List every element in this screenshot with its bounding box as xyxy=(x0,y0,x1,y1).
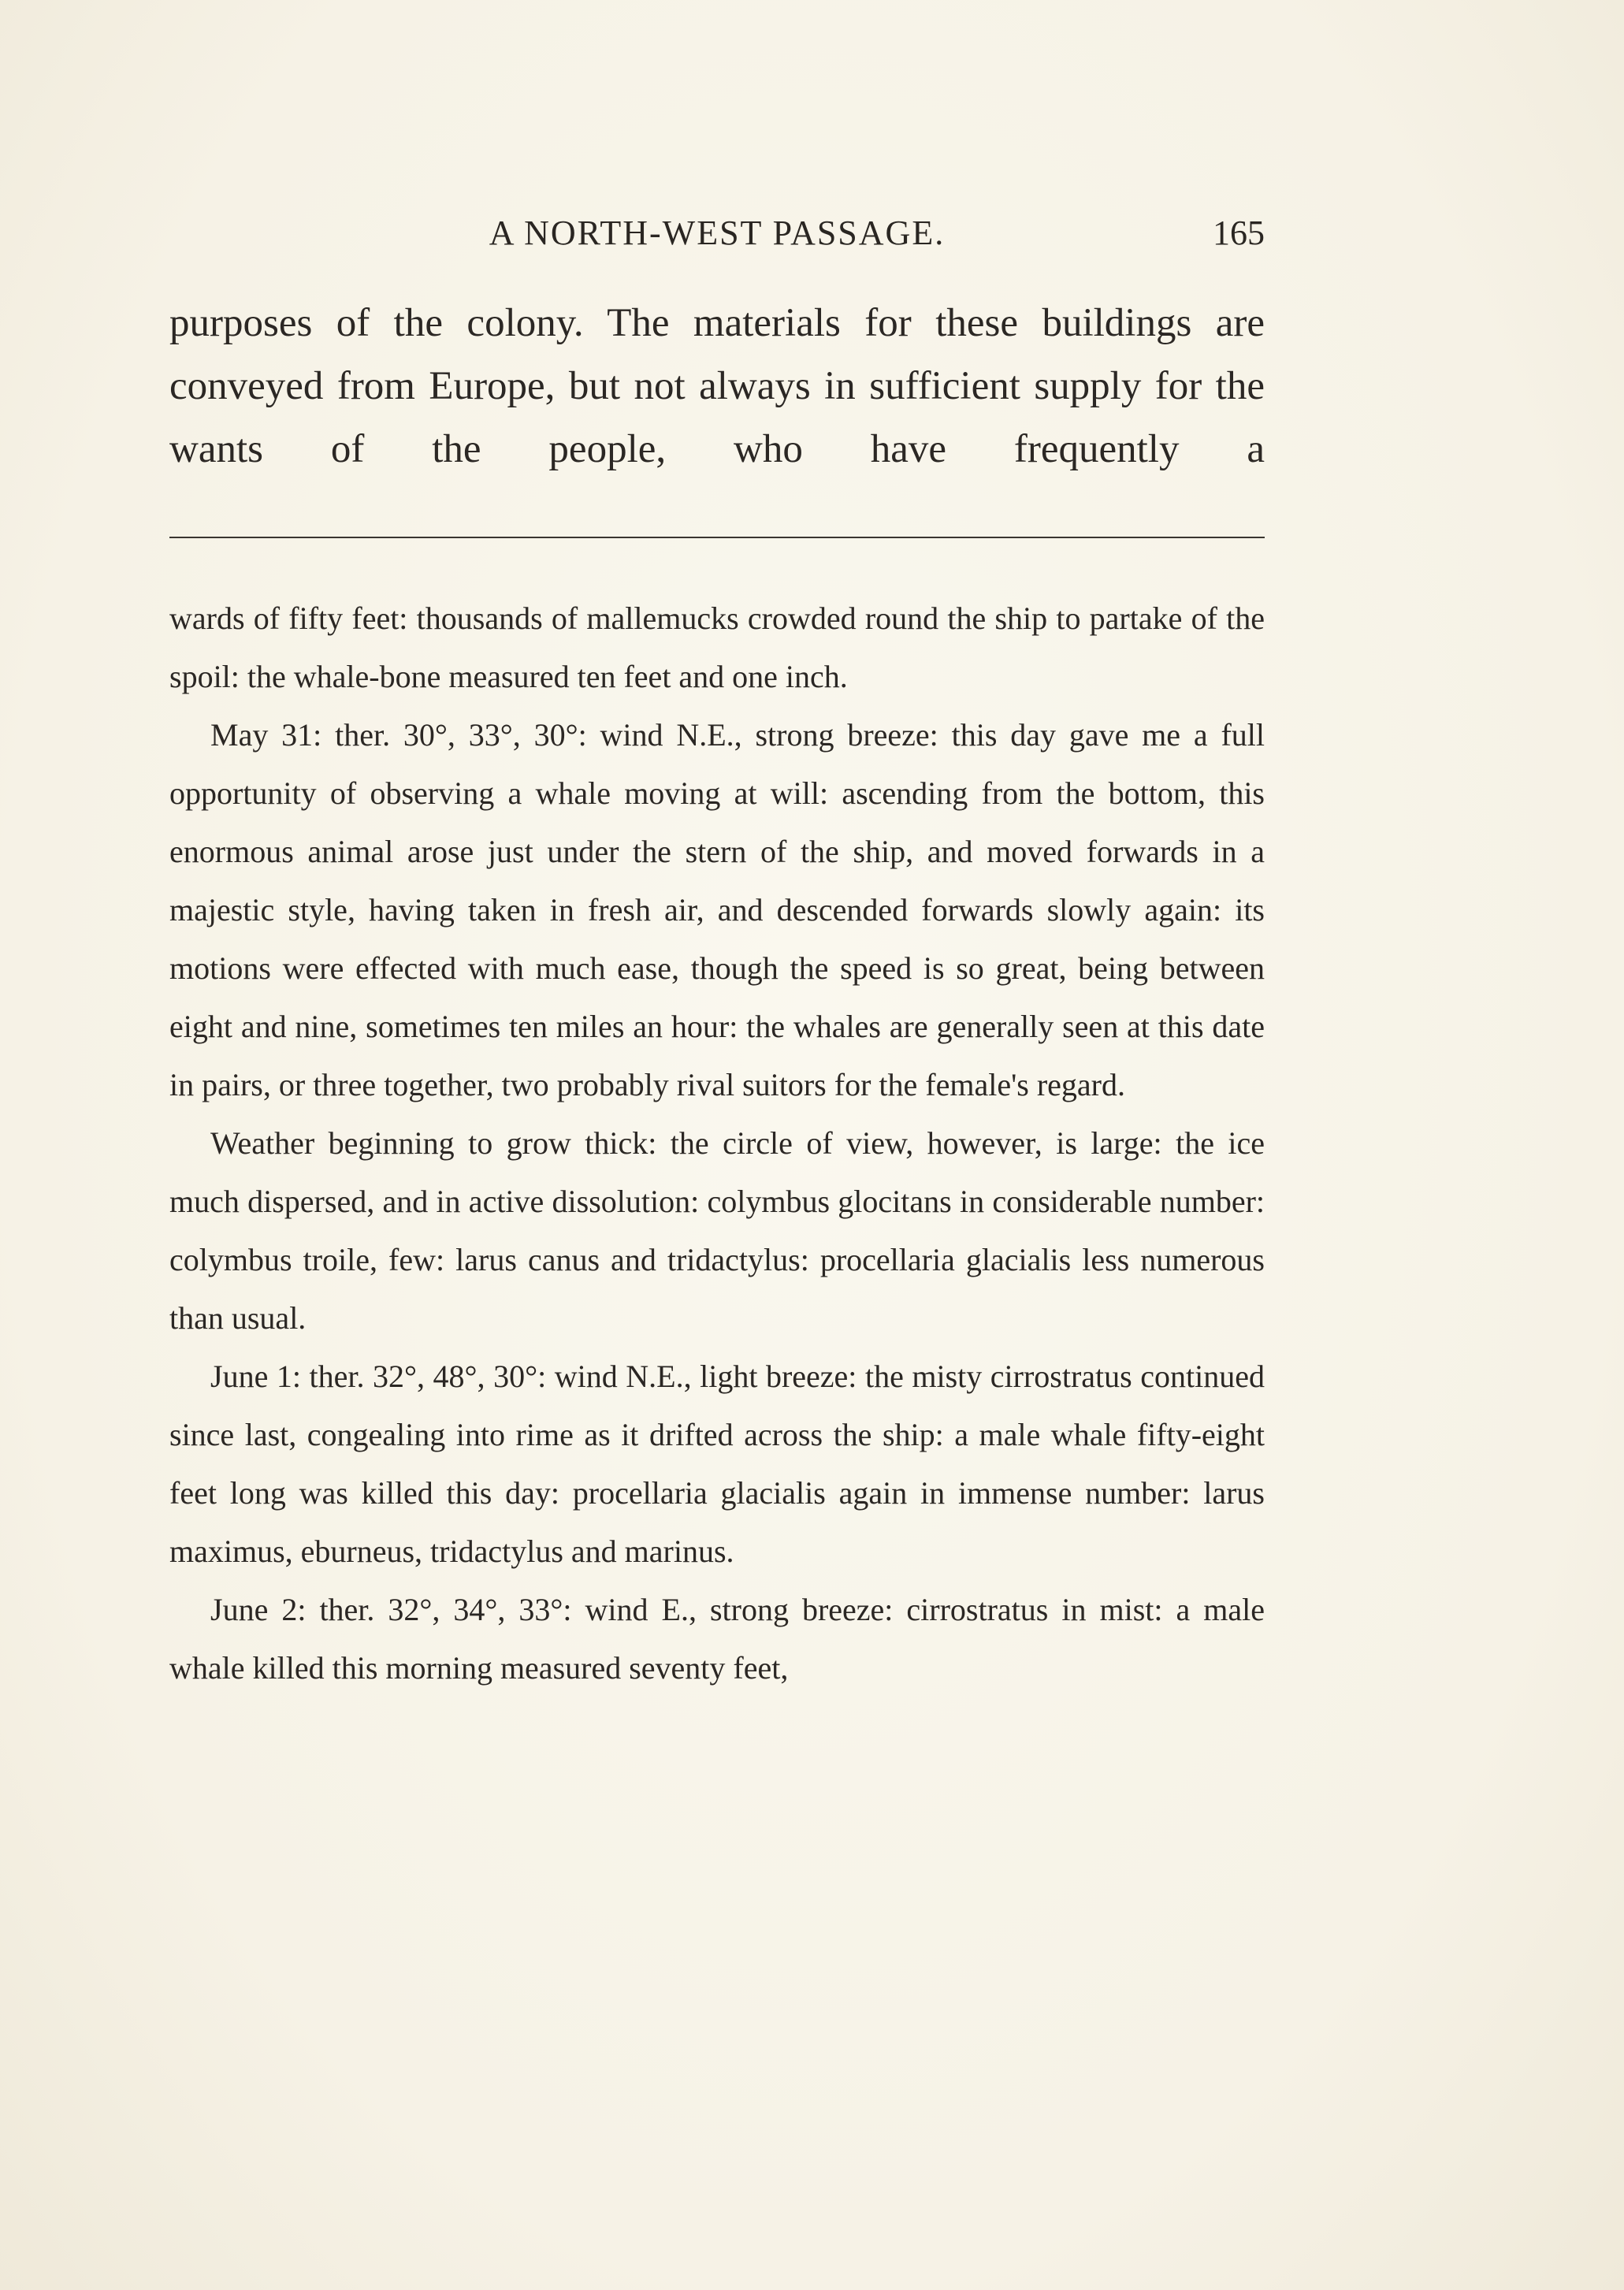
note-paragraph: June 2: ther. 32°, 34°, 33°: wind E., strong breeze: cirrostratus in mist: a male whale killed this morning measured seventy feet, xyxy=(169,1592,1265,1686)
footnote-divider xyxy=(169,537,1265,538)
page-number: 165 xyxy=(1213,214,1265,252)
footnote-block xyxy=(169,589,1265,1697)
main-paragraph: purposes of the colony. The materials for these buildings are conveyed from Europe, but not always in sufficient supply for the wants of the people, who have frequently a xyxy=(169,301,1265,471)
note-paragraph: June 1: ther. 32°, 48°, 30°: wind N.E., light breeze: the misty cirrostratus continued since last, congealing into rime as it drifted across the ship: a male whale fifty-eight feet long was killed this day: procellaria glacialis again in immense number: larus maximus, eburneus, tridactylus and marinus. xyxy=(169,1359,1265,1569)
main-text-block xyxy=(169,292,1265,481)
page-header xyxy=(169,213,1265,260)
running-title: A NORTH-WEST PASSAGE. xyxy=(489,214,946,252)
note-paragraph: May 31: ther. 30°, 33°, 30°: wind N.E., strong breeze: this day gave me a full opportunity of observing a whale moving at will: ascending from the bottom, this enormous animal arose just under the stern of the ship, and moved forwards in a majestic style, having taken in fresh air, and descended forwards slowly again: its motions were effected with much ease, though the speed is so great, being between eight and nine, sometimes ten miles an hour: the whales are generally seen at this date in pairs, or three together, two probably rival suitors for the female's regard. xyxy=(169,717,1265,1102)
note-paragraph: wards of fifty feet: thousands of mallemucks crowded round the ship to partake of the spoil: the whale-bone measured ten feet and one inch. xyxy=(169,600,1265,694)
note-paragraph: Weather beginning to grow thick: the circle of view, however, is large: the ice much dispersed, and in active dissolution: colymbus glocitans in considerable number: colymbus troile, few: larus canus and tridactylus: procellaria glacialis less numerous than usual. xyxy=(169,1125,1265,1336)
